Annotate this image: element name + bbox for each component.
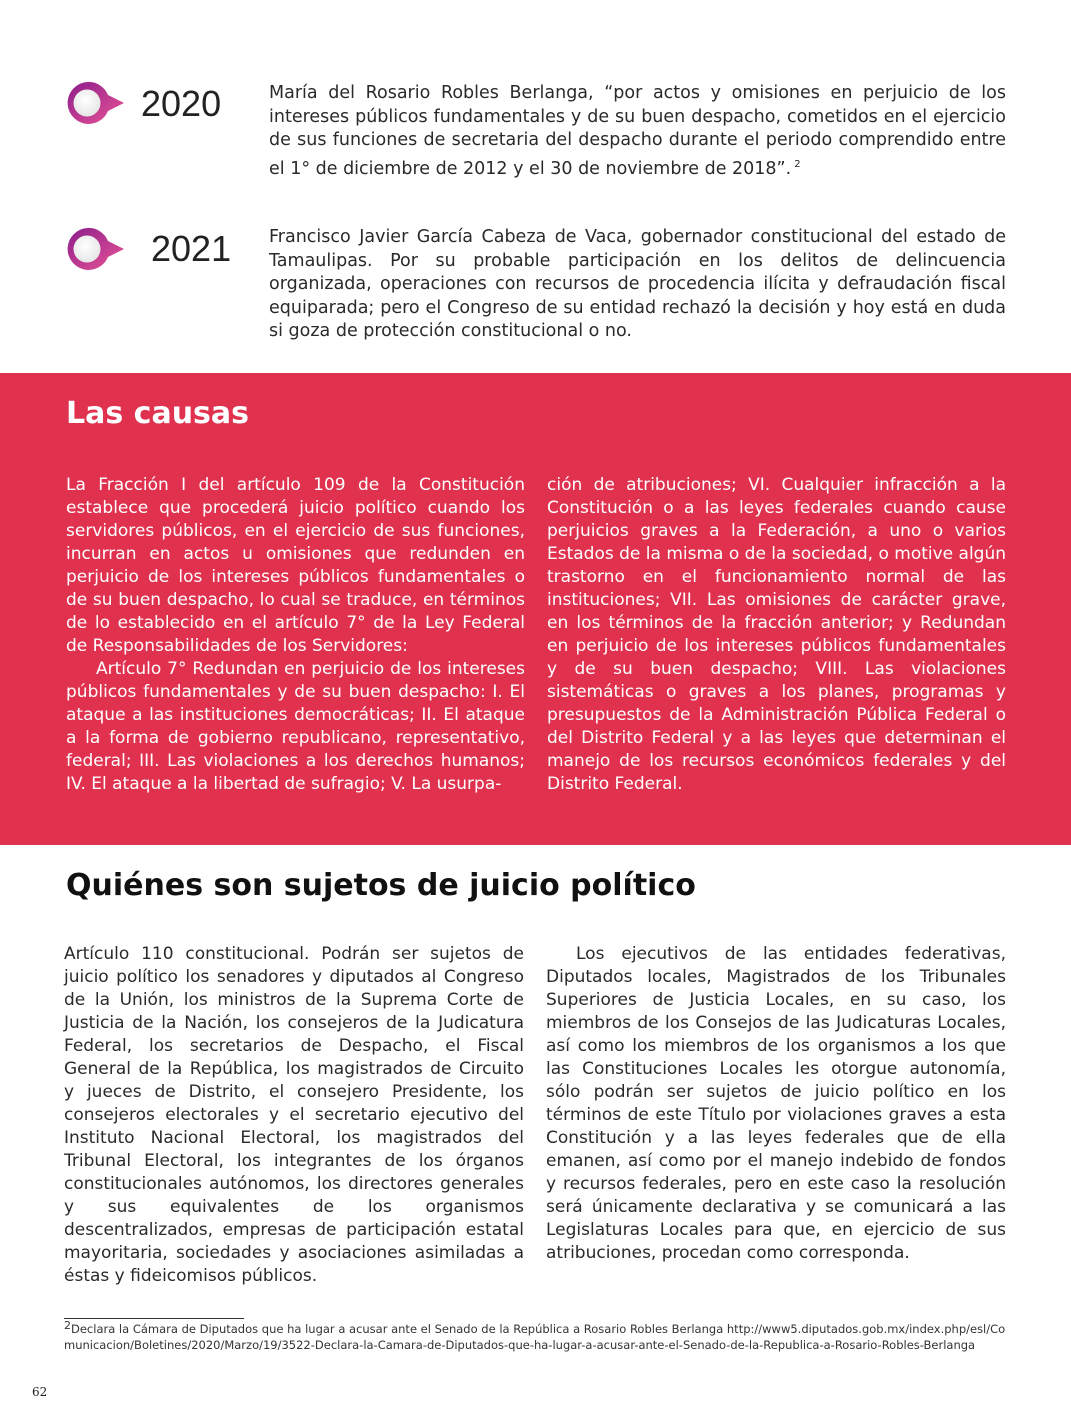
timeline-year: 2020 <box>141 83 222 124</box>
timeline-marker-icon <box>64 226 128 272</box>
sujetos-heading: Quiénes son sujetos de juicio político <box>66 868 696 903</box>
sujetos-column-2: Los ejecutivos de las entidades federativas, Diputados locales, Magistrados de los Tribunales Superiores de Justicia Locales, en su caso, los miembros de los Consejos de las Judicaturas Locales, así como los miembros de los organismos a los que las Constituciones Locales les otorgue autonomía, sólo podrán ser sujetos de juicio político en los términos de este Título por violaciones graves a esta Constitución y a las leyes federales que de ella emanen, así como por el manejo indebido de fondos y recursos federales, pero en este caso la resolución será únicamente declarativa y se comunicará a las Legislaturas Locales para que, en ejercicio de sus atribuciones, procedan como corresponda. <box>546 944 1006 1263</box>
timeline-text: Francisco Javier García Cabeza de Vaca, gobernador constitucional del estado de Tamaulipas. Por su probable participación en los delitos de delincuencia organizada, operaciones con recursos de procedencia ilícita y defraudación fiscal equiparada; pero el Congreso de su entidad rechazó la decisión y hoy está en duda si goza de protección constitucional o no. <box>269 227 1006 341</box>
page-number: 62 <box>32 1385 48 1399</box>
footnote <box>64 1321 1008 1353</box>
footnote-number: 2 <box>64 1319 71 1332</box>
timeline-text: María del Rosario Robles Berlanga, “por actos y omisiones en perjuicio de los intereses públicos fundamentales y de su buen despacho, cometidos en el ejercicio de sus funciones de secretaria del despacho durante el periodo comprendido entre el 1° de diciembre de 2012 y el 30 de noviembre de 2018”. $^2$ <box>269 83 1006 179</box>
footnote-divider <box>64 1318 244 1319</box>
footnote-text: Declara la Cámara de Diputados que ha lugar a acusar ante el Senado de la República a Rosario Robles Berlanga http://www5.diputados.gob.mx/index.php/esl/Comunicacion/Boletines/2020/Marzo/19/3522-Declara-la-Camara-de-Diputados-que-ha-lugar-a-acusar-ante-el-Senado-de-la-Republica-a-Rosario-Robles-Berlanga <box>64 1322 1006 1352</box>
causas-column-1: La Fracción I del artículo 109 de la Constitución establece que procederá juicio político cuando los servidores públicos, en el ejercicio de sus funciones, incurran en actos u omisiones que redunden en perjuicio de los intereses públicos fundamentales o de su buen despacho, lo cual se traduce, en términos de lo establecido en el artículo 7° de la Ley Federal de Responsabilidades de los Servidores: Artículo 7° Redundan en perjuicio de los intereses públicos fundamentales y de su buen despacho: I. El ataque a las instituciones democráticas; II. El ataque a la forma de gobierno republicano, representativo, federal; III. Las violaciones a los derechos humanos; IV. El ataque a la libertad de sufragio; V. La usurpa- <box>66 475 525 794</box>
timeline-year: 2021 <box>151 228 232 269</box>
sujetos-column-1: Artículo 110 constitucional. Podrán ser sujetos de juicio político los senadores y diputados al Congreso de la Unión, los ministros de la Suprema Corte de Justicia de la Nación, los consejeros de la Judicatura Federal, los secretarios de Despacho, el Fiscal General de la República, los magistrados de Circuito y jueces de Distrito, el consejero Presidente, los consejeros electorales y el secretario ejecutivo del Instituto Nacional Electoral, los magistrados del Tribunal Electoral, los integrantes de los órganos constitucionales autónomos, los directores generales y sus equivalentes de los organismos descentralizados, empresas de participación estatal mayoritaria, sociedades y asociaciones asimiladas a éstas y fideicomisos públicos. <box>64 944 524 1286</box>
footnote-ref[interactable]: 2 <box>794 158 801 170</box>
timeline-marker-icon <box>64 80 128 126</box>
causas-heading: Las causas <box>66 396 250 431</box>
causas-column-2: ción de atribuciones; VI. Cualquier infracción a la Constitución o a las leyes federales cuando cause perjuicios graves a la Federación, a uno o varios Estados de la misma o de la sociedad, o motive algún trastorno en el funcionamiento normal de las instituciones; VII. Las omisiones de carácter grave, en los términos de la fracción anterior; y Redundan en perjuicio de los intereses públicos fundamentales y de su buen despacho; VIII. Las violaciones sistemáticas o graves a los planes, programas y presupuestos de la Administración Pública Federal o del Distrito Federal y a las leyes que determinan el manejo de los recursos económicos federales y del Distrito Federal. <box>547 475 1007 794</box>
